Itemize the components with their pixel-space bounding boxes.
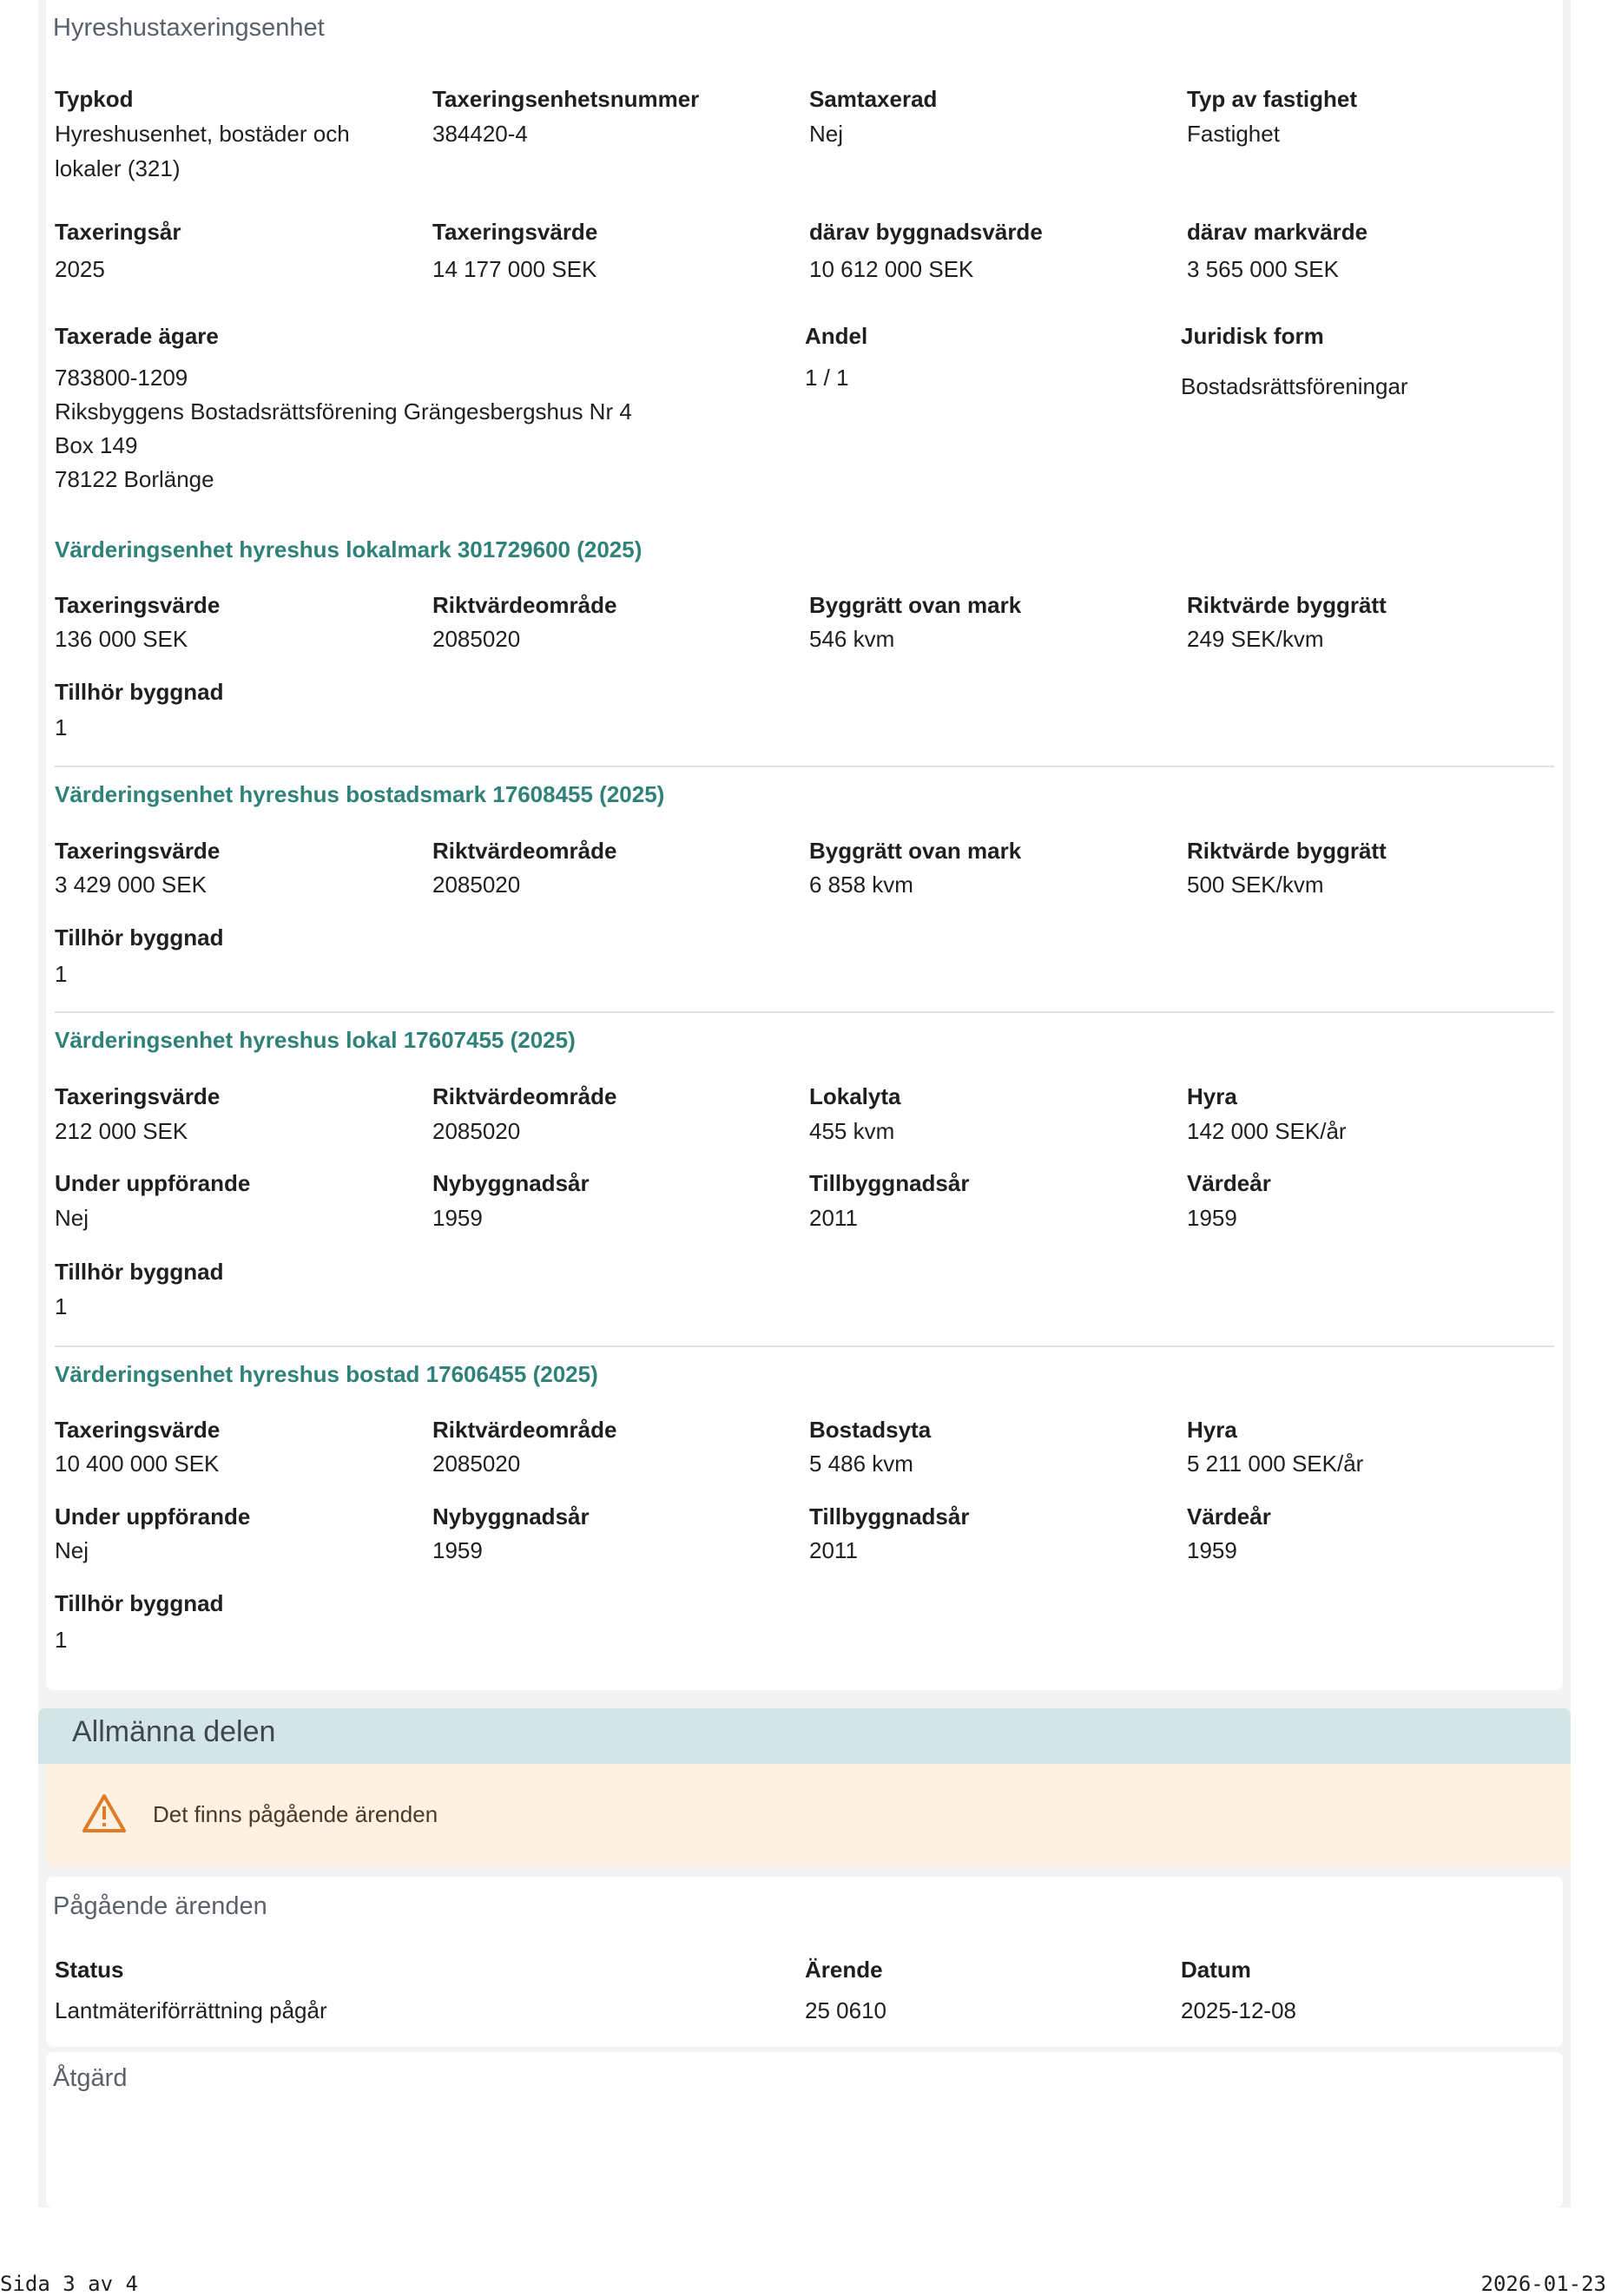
field-label: Lokalyta <box>809 1083 901 1109</box>
field-value: 1959 <box>1187 1537 1237 1563</box>
field-value: 500 SEK/kvm <box>1187 872 1324 898</box>
field-label: Värdeår <box>1187 1170 1271 1196</box>
field-value: 2085020 <box>432 872 521 898</box>
divider <box>55 1011 1554 1013</box>
field-value-datum: 2025-12-08 <box>1181 1997 1296 2023</box>
field-value: 212 000 SEK <box>55 1118 188 1144</box>
field-value: Nej <box>55 1205 89 1231</box>
field-value: Nej <box>55 1537 89 1563</box>
field-label: Taxeringsvärde <box>55 1417 221 1443</box>
field-label: Under uppförande <box>55 1170 251 1196</box>
field-value: 10 400 000 SEK <box>55 1451 220 1477</box>
field-label: Riktvärdeområde <box>432 838 617 864</box>
field-value: 1 <box>55 1627 68 1653</box>
valuation-unit-title: Värderingsenhet hyreshus bostad 17606455 (2025) <box>55 1361 598 1387</box>
field-value-taxeringsenhetsnummer: 384420-4 <box>432 121 528 147</box>
field-label: Riktvärdeområde <box>432 592 617 618</box>
field-value-status: Lantmäteriförrättning pågår <box>55 1997 327 2023</box>
owner-line: Riksbyggens Bostadsrättsförening Grängesbergshus Nr 4 <box>55 398 632 424</box>
field-value: 1959 <box>432 1205 483 1231</box>
field-label-taxeringsar: Taxeringsår <box>55 219 181 245</box>
field-label-samtaxerad: Samtaxerad <box>809 86 938 112</box>
field-value: 546 kvm <box>809 626 895 652</box>
page-number: Sida 3 av 4 <box>0 2272 138 2296</box>
field-value: 1959 <box>1187 1205 1237 1231</box>
field-label: Tillhör byggnad <box>55 924 224 951</box>
action-card <box>46 2052 1563 2207</box>
field-value: 455 kvm <box>809 1118 895 1144</box>
field-value: 1 <box>55 1293 68 1319</box>
field-label-owners: Taxerade ägare <box>55 323 219 349</box>
field-label: Tillhör byggnad <box>55 1590 224 1616</box>
field-value: 5 486 kvm <box>809 1451 913 1477</box>
field-value: 142 000 SEK/år <box>1187 1118 1347 1144</box>
field-label: Hyra <box>1187 1083 1237 1109</box>
ongoing-cases-title: Pågående ärenden <box>53 1892 267 1920</box>
field-value-arende: 25 0610 <box>805 1997 886 2023</box>
field-label: Taxeringsvärde <box>55 592 221 618</box>
field-label: Under uppförande <box>55 1503 251 1530</box>
field-value-taxeringsar: 2025 <box>55 256 105 282</box>
field-label: Riktvärde byggrätt <box>1187 838 1387 864</box>
valuation-unit-title: Värderingsenhet hyreshus bostadsmark 17608455 (2025) <box>55 781 665 807</box>
field-label: Tillhör byggnad <box>55 1259 224 1285</box>
field-label: Tillhör byggnad <box>55 679 224 705</box>
field-label: Bostadsyta <box>809 1417 932 1443</box>
field-value-taxeringsvarde: 14 177 000 SEK <box>432 256 597 282</box>
field-label: Taxeringsvärde <box>55 1083 221 1109</box>
field-value-markvarde: 3 565 000 SEK <box>1187 256 1339 282</box>
owner-line: Box 149 <box>55 432 138 458</box>
unit-title: Hyreshustaxeringsenhet <box>53 14 325 42</box>
warning-triangle-icon <box>82 1793 127 1833</box>
field-label: Hyra <box>1187 1417 1237 1443</box>
field-value-samtaxerad: Nej <box>809 121 844 147</box>
field-label: Riktvärdeområde <box>432 1083 617 1109</box>
field-value: 2011 <box>809 1537 858 1563</box>
print-date: 2026-01-23 <box>1480 2272 1606 2296</box>
field-label: Riktvärdeområde <box>432 1417 617 1443</box>
field-value-typ-av-fastighet: Fastighet <box>1187 121 1280 147</box>
field-label-typkod: Typkod <box>55 86 134 112</box>
field-label-taxeringsvarde: Taxeringsvärde <box>432 219 598 245</box>
divider <box>55 766 1554 767</box>
field-label: Tillbyggnadsår <box>809 1503 970 1530</box>
field-label-andel: Andel <box>805 323 868 349</box>
field-label: Nybyggnadsår <box>432 1503 590 1530</box>
field-label-typ-av-fastighet: Typ av fastighet <box>1187 86 1358 112</box>
action-title: Åtgärd <box>53 2064 128 2092</box>
field-label-arende: Ärende <box>805 1957 883 1983</box>
field-value: 2011 <box>809 1205 858 1231</box>
field-label: Tillbyggnadsår <box>809 1170 970 1196</box>
field-value: 1 <box>55 714 68 740</box>
field-label-status: Status <box>55 1957 124 1983</box>
field-label: Nybyggnadsår <box>432 1170 590 1196</box>
field-value: 2085020 <box>432 626 521 652</box>
valuation-unit-title: Värderingsenhet hyreshus lokal 17607455 (2025) <box>55 1027 576 1053</box>
field-label: Riktvärde byggrätt <box>1187 592 1387 618</box>
field-value-typkod: Hyreshusenhet, bostäder och lokaler (321) <box>55 121 350 181</box>
field-value: 2085020 <box>432 1451 521 1477</box>
divider <box>55 1345 1554 1347</box>
field-label: Värdeår <box>1187 1503 1271 1530</box>
field-label-byggnadsvarde: därav byggnadsvärde <box>809 219 1043 245</box>
field-value-andel: 1 / 1 <box>805 365 849 391</box>
field-label: Byggrätt ovan mark <box>809 838 1022 864</box>
valuation-unit-title: Värderingsenhet hyreshus lokalmark 301729600 (2025) <box>55 536 643 562</box>
field-label-taxeringsenhetsnummer: Taxeringsenhetsnummer <box>432 86 700 112</box>
field-label-markvarde: därav markvärde <box>1187 219 1368 245</box>
field-value: 6 858 kvm <box>809 872 913 898</box>
field-value-juridisk-form: Bostadsrättsföreningar <box>1181 373 1408 399</box>
field-value: 2085020 <box>432 1118 521 1144</box>
field-value: 1959 <box>432 1537 483 1563</box>
field-label: Byggrätt ovan mark <box>809 592 1022 618</box>
field-value: 136 000 SEK <box>55 626 188 652</box>
field-value: 1 <box>55 961 68 987</box>
field-value: 5 211 000 SEK/år <box>1187 1451 1364 1477</box>
owner-line: 78122 Borlänge <box>55 466 214 492</box>
owner-line: 783800-1209 <box>55 365 188 391</box>
field-label-datum: Datum <box>1181 1957 1251 1983</box>
field-value-byggnadsvarde: 10 612 000 SEK <box>809 256 974 282</box>
field-value: 3 429 000 SEK <box>55 872 207 898</box>
field-value: 249 SEK/kvm <box>1187 626 1324 652</box>
general-section-title: Allmänna delen <box>72 1715 276 1748</box>
alert-text: Det finns pågående ärenden <box>153 1801 438 1827</box>
field-label: Taxeringsvärde <box>55 838 221 864</box>
field-label-juridisk-form: Juridisk form <box>1181 323 1324 349</box>
